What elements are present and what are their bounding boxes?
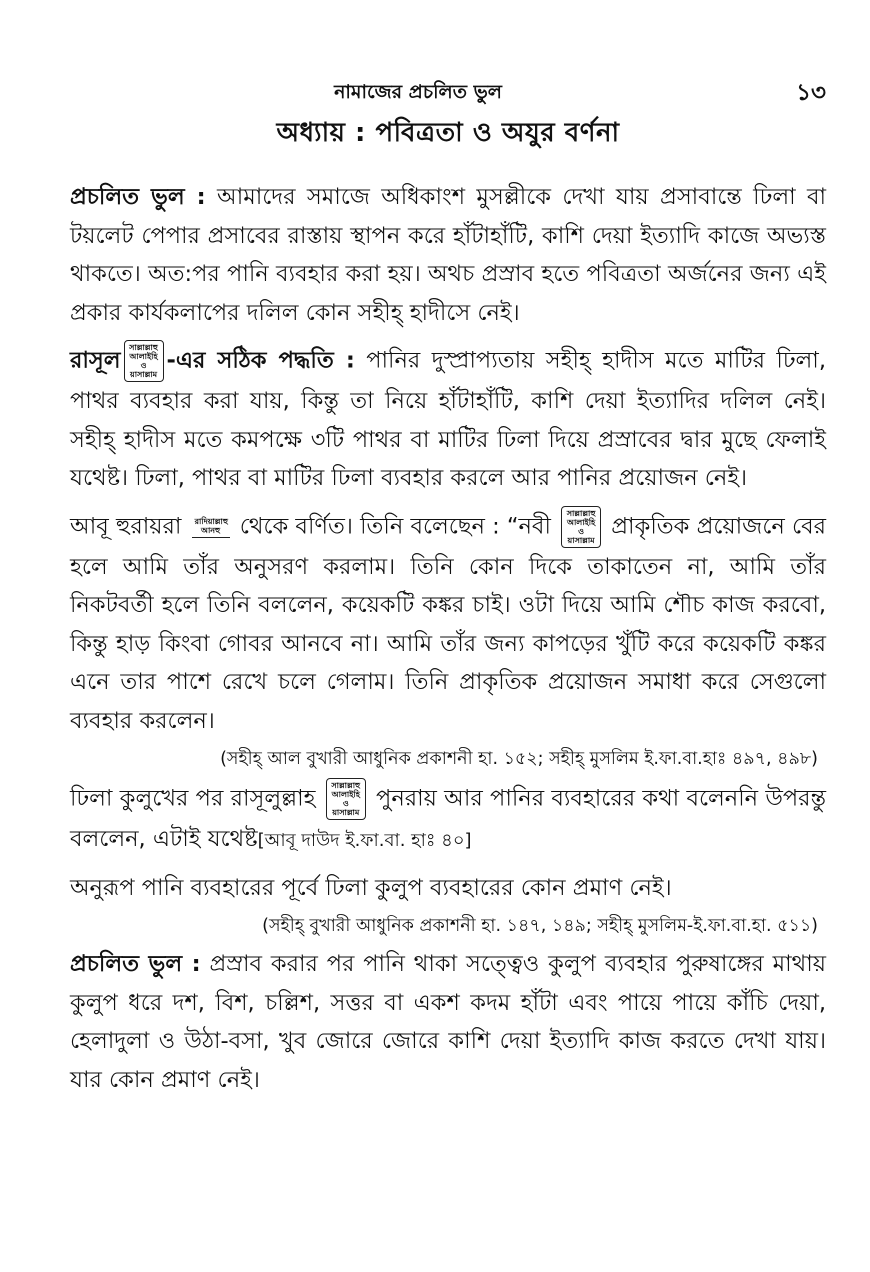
hadith-citation: (সহীহ্ বুখারী আধুনিক প্রকাশনী হা. ১৪৭, ১৪৯; সহীহ্ মুসলিম-ই.ফা.বা.হা. ৫১১) (262, 916, 818, 936)
paragraph-text: প্রস্রাব করার পর পানি থাকা সত্ত্বেও কুলুপ ব্যবহার পুরুষাঙ্গের মাথায় কুলুপ ধরে দশ, বিশ, চল্লিশ, সত্তর বা একশ কদম হাঁটা এবং পায়ে পায়ে কাঁচি দেয়া, হেলাদুলা ও উঠা-বসা, খুব জোরে জোরে কাশি দেয়া ইত্যাদি কাজ করতে দেখা যায়। যার কোন প্রমাণ নেই। (70, 951, 826, 1093)
paragraph-text-part1: আবূ হুরায়রা (70, 513, 182, 539)
paragraph-common-mistake-2 (70, 945, 826, 1099)
paragraph-no-proof (70, 869, 826, 908)
paragraph-text: অনুরূপ পানি ব্যবহারের পূর্বে ঢিলা কুলুপ ব্যবহারের কোন প্রমাণ নেই। (70, 874, 672, 901)
correct-method-label-part2: -এর সঠিক পদ্ধতি : (166, 347, 355, 374)
paragraph-common-mistake-1 (70, 178, 826, 332)
paragraph-text: আমাদের সমাজে অধিকাংশ মুসল্লীকে দেখা যায় প্রসাবান্তে ঢিলা বা টয়লেট পেপার প্রসাবের রাস্তায় স্থাপন করে হাঁটাহাঁটি, কাশি দেয়া ইত্যাদি কাজে অভ্যস্ত থাকতে। অত:পর পানি ব্যবহার করা হয়। অথচ প্রস্রাব হতে পবিত্রতা অর্জনের জন্য এই প্রকার কার্যকলাপের দলিল কোন সহীহ্ হাদীসে নেই। (70, 184, 827, 326)
salutation-icon: সাল্লাল্লাহু আলাইহি ওয়াসাল্লাম (124, 340, 164, 382)
running-header (70, 70, 826, 110)
chapter-title: অধ্যায় : পবিত্রতা ও অযুর বর্ণনা (276, 118, 620, 148)
paragraph-after-cleansing (70, 778, 826, 861)
common-mistake-label: প্রচলিত ভুল : (70, 951, 201, 977)
paragraph-hadith-abu-hurairah (70, 506, 826, 741)
paragraph-text-part2: থেকে বর্ণিত। তিনি বলেছেন : “নবী (239, 513, 551, 539)
paragraph-text: পানির দুস্প্রাপ্যতায় সহীহ্ হাদীস মতে মাটির ঢিলা, পাথর ব্যবহার করা যায়, কিন্তু তা নিয়ে হাঁটাহাঁটি, কাশি দেয়া ইত্যাদির দলিল নেই। সহীহ্ হাদীস মতে কমপক্ষে ৩টি পাথর বা মাটির ঢিলা দিয়ে প্রস্রাবের দ্বার মুছে ফেলাই যথেষ্ট। ঢিলা, পাথর বা মাটির ঢিলা ব্যবহার করলে আর পানির প্রয়োজন নেই। (70, 347, 826, 491)
paragraph-correct-method (70, 340, 826, 498)
inline-citation: [আবূ দাউদ ই.ফা.বা. হাঃ ৪০] (257, 830, 472, 851)
radiallahu-icon: রাদিয়াল্লাহু আনহু (192, 515, 230, 538)
page-number: ১৩ (796, 80, 826, 106)
paragraph-text-part2: পুনরায় আর পানির ব্যবহারের কথা বলেননি উপরন্তু বললেন, এটাই যথেষ্ট (70, 785, 827, 852)
running-title: নামাজের প্রচলিত ভুল (334, 81, 502, 103)
correct-method-label-part1: রাসূল (70, 347, 121, 374)
salutation-icon: সাল্লাল্লাহু আলাইহি ওয়াসাল্লাম (326, 778, 366, 820)
common-mistake-label: প্রচলিত ভুল : (70, 184, 206, 210)
paragraph-text-part3: প্রাকৃতিক প্রয়োজনে বের হলে আমি তাঁর অনুসরণ করলাম। তিনি কোন দিকে তাকাতেন না, আমি তাঁর নিকটবর্তী হলে তিনি বললেন, কয়েকটি কঙ্কর চাই। ওটা দিয়ে আমি শৌচ কাজ করবো, কিন্তু হাড় কিংবা গোবর আনবে না। আমি তাঁর জন্য কাপড়ের খুঁটি করে কয়েকটি কঙ্কর এনে তার পাশে রেখে চলে গেলাম। তিনি প্রাকৃতিক প্রয়োজন সমাধা করে সেগুলো ব্যবহার করলেন। (70, 513, 826, 734)
hadith-citation: (সহীহ্ আল বুখারী আধুনিক প্রকাশনী হা. ১৫২; সহীহ্ মুসলিম ই.ফা.বা.হাঃ ৪৯৭, ৪৯৮) (220, 749, 818, 769)
paragraph-text-part1: ঢিলা কুলুখের পর রাসূলুল্লাহ (70, 785, 316, 812)
salutation-icon: সাল্লাল্লাহু আলাইহি ওয়াসাল্লাম (561, 506, 601, 548)
